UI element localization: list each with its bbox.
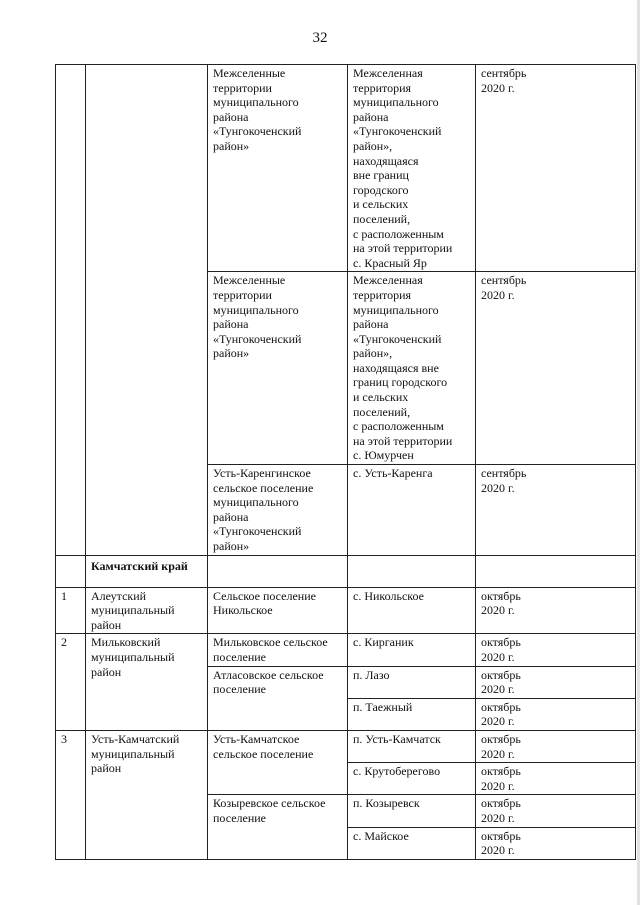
locality-cell: с. Никольское: [348, 587, 476, 634]
num-cell: 3: [56, 730, 86, 859]
num-cell-empty: [56, 65, 86, 556]
date-cell-empty: [476, 555, 636, 587]
date-cell: октябрь 2020 г.: [476, 730, 636, 762]
settlement-cell: Сельское поселение Никольское: [208, 587, 348, 634]
locality-cell: п. Усть-Камчатск: [348, 730, 476, 762]
settlement-cell: Козыревское сельское поселение: [208, 795, 348, 859]
date-cell: сентябрь 2020 г.: [476, 465, 636, 556]
table-row: [56, 634, 636, 666]
date-cell: сентябрь 2020 г.: [476, 65, 636, 272]
num-cell-empty: [56, 555, 86, 587]
district-cell: Алеутский муниципальный район: [86, 587, 208, 634]
page-number: 32: [312, 30, 328, 46]
district-cell: Усть-Камчатский муниципальный район: [86, 730, 208, 859]
date-cell: октябрь 2020 г.: [476, 587, 636, 634]
settlement-cell: Усть-Камчатское сельское поселение: [208, 730, 348, 794]
district-cell: Мильковский муниципальный район: [86, 634, 208, 731]
schedule-table: [55, 64, 636, 860]
date-cell: октябрь 2020 г.: [476, 698, 636, 730]
locality-cell: п. Таежный: [348, 698, 476, 730]
settlement-cell: Межселенные территории муниципального района «Тунгокоченский район»: [208, 65, 348, 272]
settlement-cell: Атласовское сельское поселение: [208, 666, 348, 730]
num-cell: 1: [56, 587, 86, 634]
settlement-cell-empty: [208, 555, 348, 587]
locality-cell: с. Кирганик: [348, 634, 476, 666]
table-row: [56, 587, 636, 634]
settlement-cell: Усть-Каренгинское сельское поселение муниципального района «Тунгокоченский район»: [208, 465, 348, 556]
locality-cell: с. Майское: [348, 827, 476, 859]
locality-cell: Межселенная территория муниципального района «Тунгокоченский район», находящаяся вне границ городского и сельских поселений, с расположенным на этой территории с. Красный Яр: [348, 65, 476, 272]
district-cell-empty: [86, 65, 208, 556]
locality-cell-empty: [348, 555, 476, 587]
locality-cell: Межселенная территория муниципального района «Тунгокоченский район», находящаяся вне границ городского и сельских поселений, с расположенным на этой территории с. Юмурчен: [348, 272, 476, 465]
table-row: [56, 730, 636, 762]
date-cell: октябрь 2020 г.: [476, 827, 636, 859]
num-cell: 2: [56, 634, 86, 731]
date-cell: октябрь 2020 г.: [476, 634, 636, 666]
date-cell: октябрь 2020 г.: [476, 666, 636, 698]
region-row: [56, 555, 636, 587]
settlement-cell: Мильковское сельское поселение: [208, 634, 348, 666]
locality-cell: с. Крутоберегово: [348, 763, 476, 795]
date-cell: сентябрь 2020 г.: [476, 272, 636, 465]
date-cell: октябрь 2020 г.: [476, 795, 636, 827]
settlement-cell: Межселенные территории муниципального района «Тунгокоченский район»: [208, 272, 348, 465]
locality-cell: п. Козыревск: [348, 795, 476, 827]
table-row: [56, 65, 636, 272]
region-heading: Камчатский край: [86, 555, 208, 587]
date-cell: октябрь 2020 г.: [476, 763, 636, 795]
locality-cell: п. Лазо: [348, 666, 476, 698]
locality-cell: с. Усть-Каренга: [348, 465, 476, 556]
